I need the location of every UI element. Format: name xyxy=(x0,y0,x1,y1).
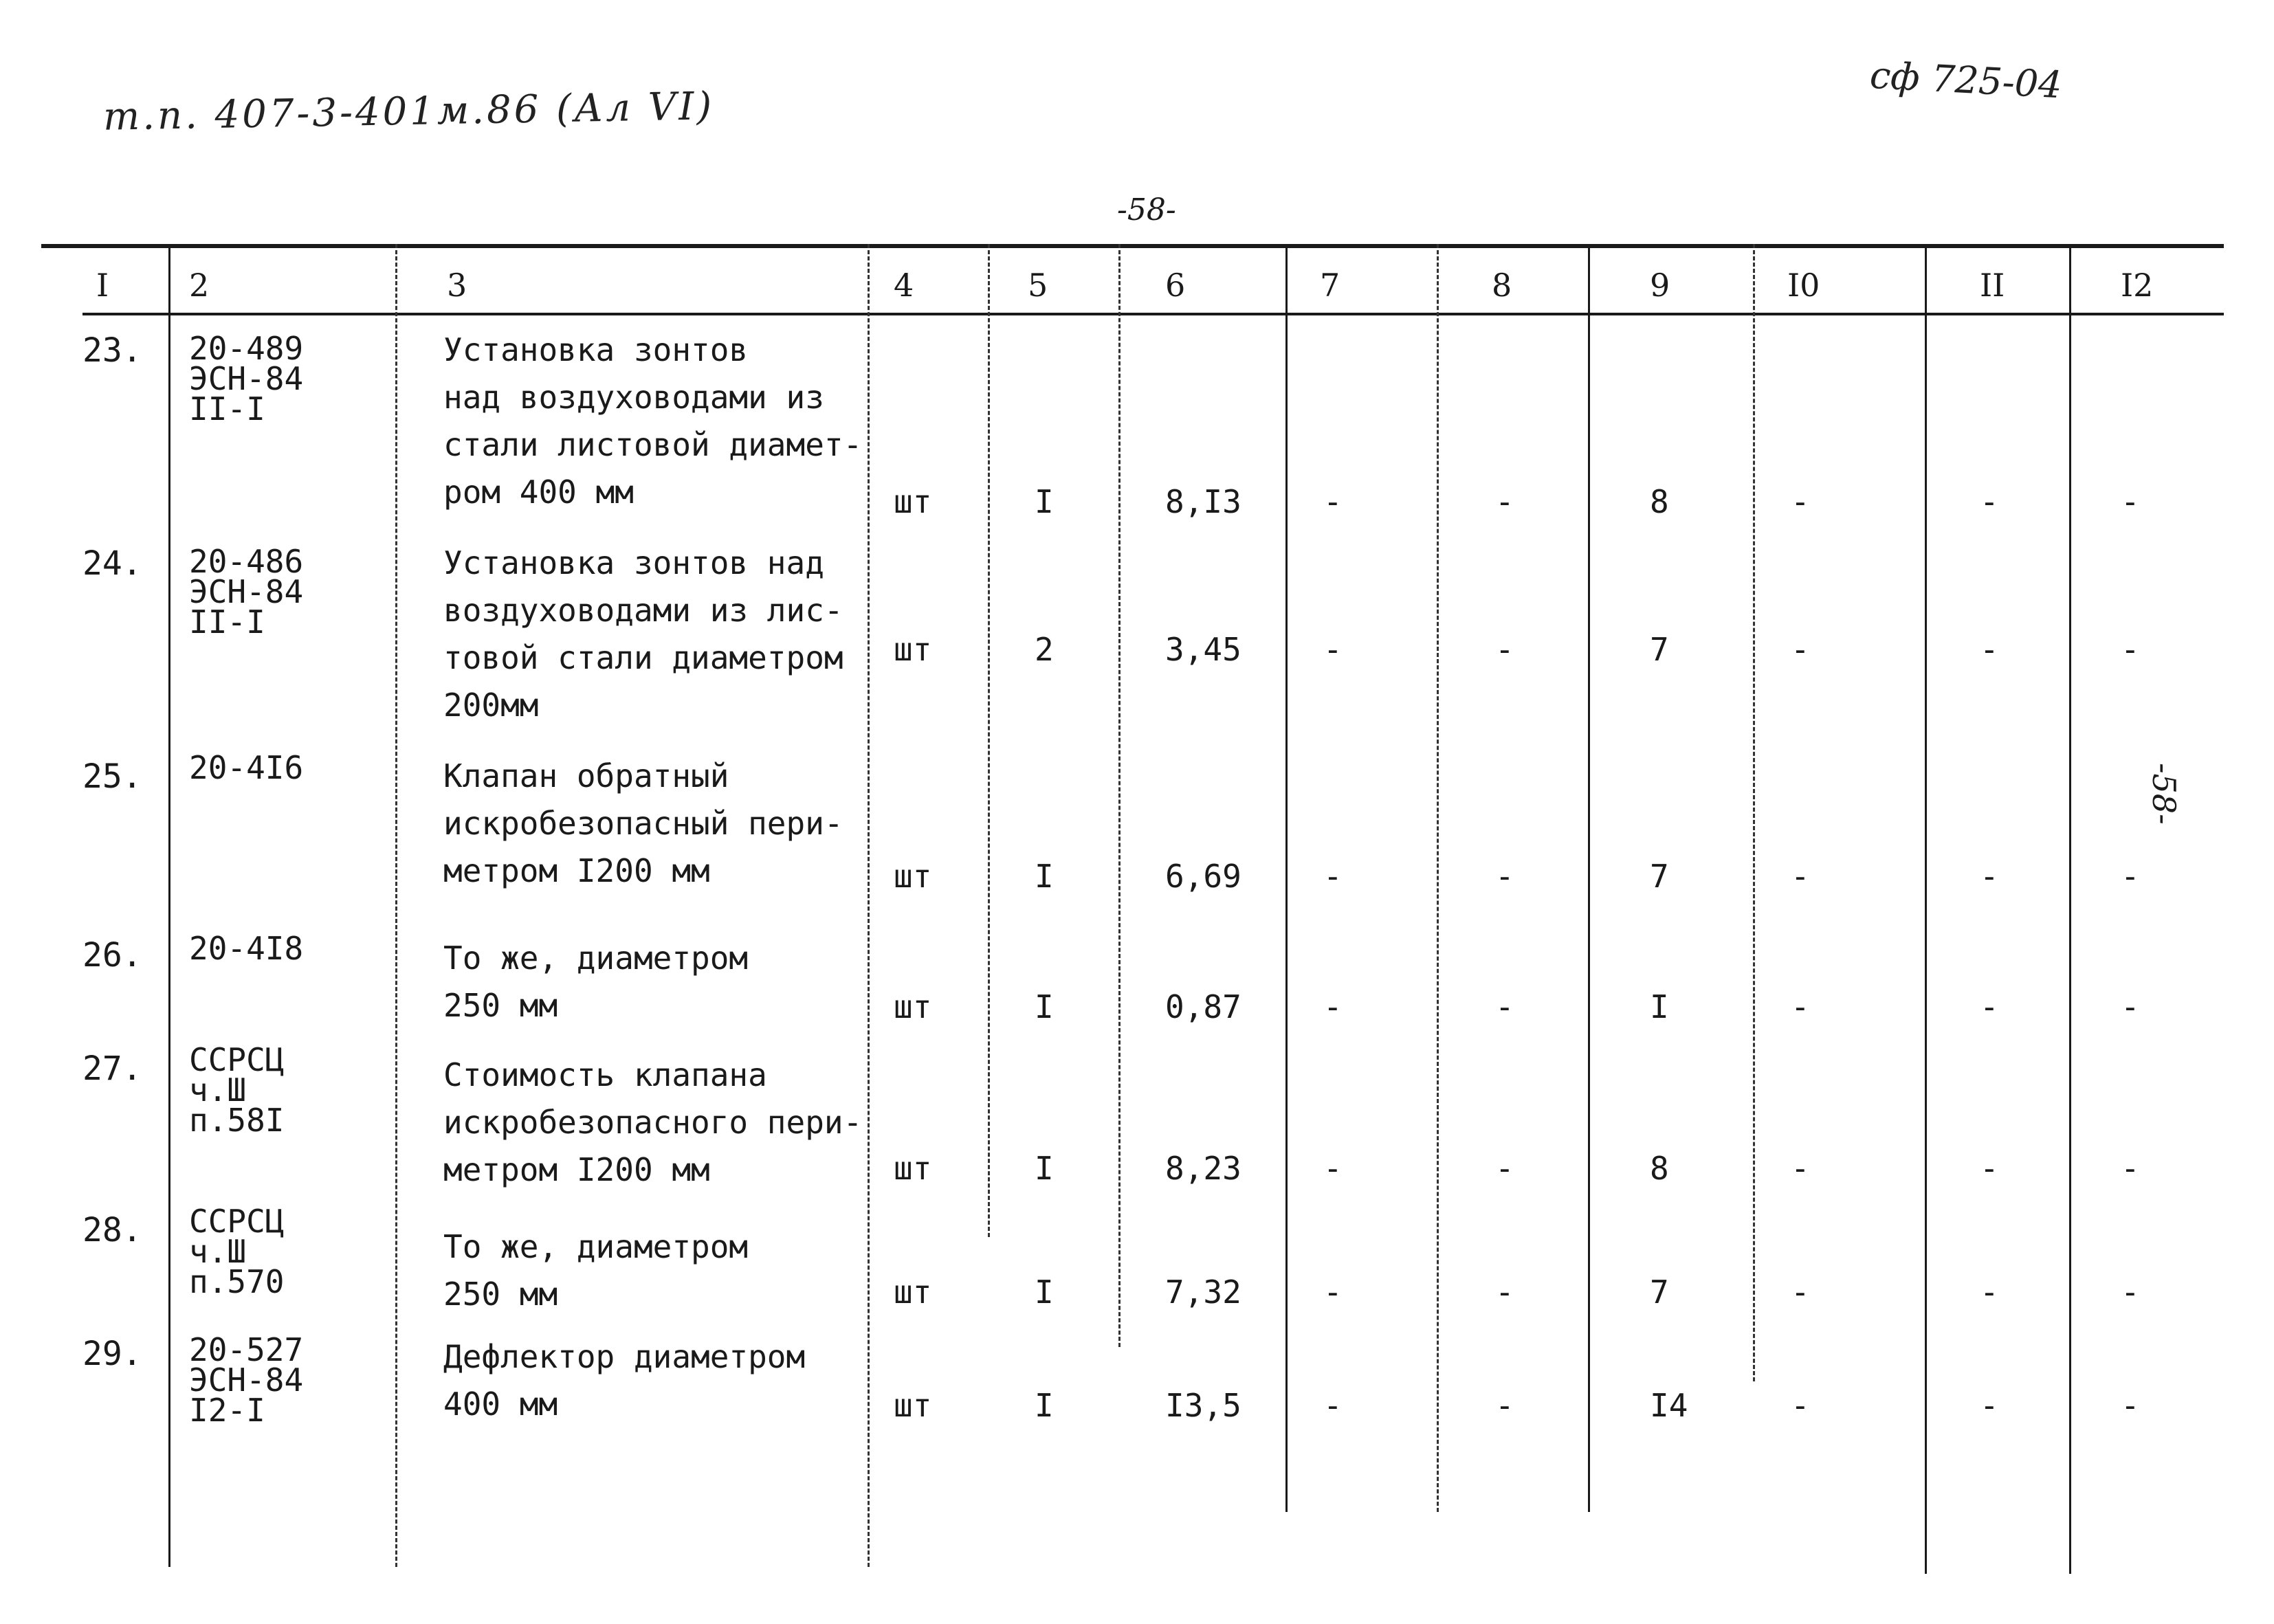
col9-cell: 8 xyxy=(1650,1150,1669,1187)
column-divider xyxy=(395,244,397,1567)
col11-cell: - xyxy=(1980,988,1999,1025)
col12-cell: - xyxy=(2121,1387,2140,1424)
col8-cell: - xyxy=(1495,988,1514,1025)
unit-cell: шт xyxy=(894,1387,932,1424)
col9-cell: I4 xyxy=(1650,1387,1688,1424)
rate-code-line: п.570 xyxy=(189,1263,285,1300)
col7-cell: - xyxy=(1323,1150,1343,1187)
col8-cell: - xyxy=(1495,631,1514,668)
column-divider xyxy=(168,244,170,1567)
rate-code-line: II-I xyxy=(189,390,265,427)
col11-cell: - xyxy=(1980,1150,1999,1187)
unit-cost-cell: I3,5 xyxy=(1165,1387,1241,1424)
col11-cell: - xyxy=(1980,858,1999,895)
rate-code-line: 20-4I6 xyxy=(189,749,304,786)
col12-cell: - xyxy=(2121,631,2140,668)
col8-cell: - xyxy=(1495,858,1514,895)
col9-cell: 8 xyxy=(1650,483,1669,520)
col7-cell: - xyxy=(1323,483,1343,520)
work-description-line: товой стали диаметром xyxy=(443,639,843,676)
work-description-line: стали листовой диамет- xyxy=(443,426,863,463)
work-description-line: 200мм xyxy=(443,687,539,724)
column-header: 7 xyxy=(1320,267,1340,304)
unit-cell: шт xyxy=(894,631,932,668)
rate-code-line: ч.Ш xyxy=(189,1233,247,1270)
col11-cell: - xyxy=(1980,483,1999,520)
row-number: 27. xyxy=(82,1049,142,1088)
column-header: 4 xyxy=(894,267,914,304)
column-divider xyxy=(1925,244,1927,1574)
column-divider xyxy=(868,244,870,1567)
col8-cell: - xyxy=(1495,1273,1514,1311)
column-header: 3 xyxy=(447,267,467,304)
rate-code-line: ССРСЦ xyxy=(189,1203,285,1240)
row-number: 25. xyxy=(82,757,142,796)
col7-cell: - xyxy=(1323,858,1343,895)
col10-cell: - xyxy=(1791,1387,1810,1424)
row-number: 23. xyxy=(82,331,142,370)
work-description-line: 250 мм xyxy=(443,987,558,1024)
col10-cell: - xyxy=(1791,858,1810,895)
work-description-line: метром I200 мм xyxy=(443,1151,710,1188)
work-description-line: над воздуховодами из xyxy=(443,379,824,416)
rate-code-line: 20-4I8 xyxy=(189,930,304,967)
unit-cost-cell: 3,45 xyxy=(1165,631,1241,668)
work-description-line: метром I200 мм xyxy=(443,852,710,889)
col7-cell: - xyxy=(1323,1273,1343,1311)
row-number: 24. xyxy=(82,544,142,583)
work-description-line: Стоимость клапана xyxy=(443,1056,767,1093)
column-header: 9 xyxy=(1650,267,1670,304)
rate-code-line: I2-I xyxy=(189,1392,265,1429)
unit-cost-cell: 8,23 xyxy=(1165,1150,1241,1187)
col12-cell: - xyxy=(2121,988,2140,1025)
rate-code-line: 20-489 xyxy=(189,330,304,367)
unit-cost-cell: 0,87 xyxy=(1165,988,1241,1025)
column-header: II xyxy=(1980,267,2005,304)
col12-cell: - xyxy=(2121,858,2140,895)
column-divider xyxy=(1753,244,1755,1381)
unit-cell: шт xyxy=(894,858,932,895)
column-divider xyxy=(988,244,990,1237)
row-number: 26. xyxy=(82,936,142,975)
work-description-line: искробезопасного пери- xyxy=(443,1104,863,1141)
unit-cost-cell: 6,69 xyxy=(1165,858,1241,895)
quantity-cell: I xyxy=(1035,858,1054,895)
table-top-rule xyxy=(41,244,2224,248)
column-header: 6 xyxy=(1165,267,1186,304)
rate-code-line: ССРСЦ xyxy=(189,1041,285,1078)
work-description-line: Установка зонтов над xyxy=(443,544,824,581)
quantity-cell: I xyxy=(1035,1273,1054,1311)
col10-cell: - xyxy=(1791,1150,1810,1187)
col12-cell: - xyxy=(2121,1150,2140,1187)
row-number: 28. xyxy=(82,1211,142,1249)
work-description-line: 250 мм xyxy=(443,1276,558,1313)
work-description-line: ром 400 мм xyxy=(443,474,634,511)
col10-cell: - xyxy=(1791,1273,1810,1311)
unit-cell: шт xyxy=(894,1150,932,1187)
column-header: 2 xyxy=(189,267,210,304)
side-page-number: -58- xyxy=(2145,763,2183,825)
row-number: 29. xyxy=(82,1335,142,1373)
page-number: -58- xyxy=(1117,192,1176,227)
col12-cell: - xyxy=(2121,483,2140,520)
rate-code-line: 20-486 xyxy=(189,543,304,580)
rate-code-line: 20-527 xyxy=(189,1331,304,1368)
unit-cost-cell: 7,32 xyxy=(1165,1273,1241,1311)
column-divider xyxy=(1437,244,1439,1512)
column-divider xyxy=(2069,244,2071,1574)
column-header: I0 xyxy=(1787,267,1820,304)
unit-cost-cell: 8,I3 xyxy=(1165,483,1241,520)
quantity-cell: I xyxy=(1035,1150,1054,1187)
col10-cell: - xyxy=(1791,631,1810,668)
table-header-rule xyxy=(82,313,2224,315)
unit-cell: шт xyxy=(894,988,932,1025)
column-header: 8 xyxy=(1492,267,1512,304)
work-description-line: Клапан обратный xyxy=(443,757,729,794)
rate-code-line: II-I xyxy=(189,603,265,641)
col7-cell: - xyxy=(1323,631,1343,668)
col11-cell: - xyxy=(1980,631,1999,668)
quantity-cell: 2 xyxy=(1035,631,1054,668)
work-description-line: искробезопасный пери- xyxy=(443,805,843,842)
work-description-line: 400 мм xyxy=(443,1386,558,1423)
col12-cell: - xyxy=(2121,1273,2140,1311)
col10-cell: - xyxy=(1791,483,1810,520)
work-description-line: То же, диаметром xyxy=(443,939,749,977)
rate-code-line: ЭСН-84 xyxy=(189,573,304,610)
rate-code-line: ЭСН-84 xyxy=(189,1361,304,1399)
col10-cell: - xyxy=(1791,988,1810,1025)
column-header: I2 xyxy=(2121,267,2154,304)
column-header: I xyxy=(96,267,109,304)
col8-cell: - xyxy=(1495,1387,1514,1424)
column-divider xyxy=(1285,244,1288,1512)
col9-cell: 7 xyxy=(1650,1273,1669,1311)
unit-cell: шт xyxy=(894,483,932,520)
quantity-cell: I xyxy=(1035,483,1054,520)
handwritten-sheet-code: сф 725-04 xyxy=(1868,53,2064,107)
col7-cell: - xyxy=(1323,988,1343,1025)
col8-cell: - xyxy=(1495,1150,1514,1187)
col7-cell: - xyxy=(1323,1387,1343,1424)
col11-cell: - xyxy=(1980,1273,1999,1311)
work-description-line: То же, диаметром xyxy=(443,1228,749,1265)
unit-cell: шт xyxy=(894,1273,932,1311)
work-description-line: Дефлектор диаметром xyxy=(443,1338,806,1375)
quantity-cell: I xyxy=(1035,988,1054,1025)
handwritten-project-ref: т.п. 407-3-401м.86 (Ал VI) xyxy=(102,84,715,140)
work-description-line: воздуховодами из лис- xyxy=(443,592,843,629)
quantity-cell: I xyxy=(1035,1387,1054,1424)
column-divider xyxy=(1588,244,1590,1512)
rate-code-line: ЭСН-84 xyxy=(189,360,304,397)
work-description-line: Установка зонтов xyxy=(443,331,749,368)
column-divider xyxy=(1118,244,1121,1347)
col9-cell: 7 xyxy=(1650,858,1669,895)
col8-cell: - xyxy=(1495,483,1514,520)
col9-cell: I xyxy=(1650,988,1669,1025)
rate-code-line: п.58I xyxy=(189,1102,285,1139)
col11-cell: - xyxy=(1980,1387,1999,1424)
col9-cell: 7 xyxy=(1650,631,1669,668)
rate-code-line: ч.Ш xyxy=(189,1071,247,1109)
column-header: 5 xyxy=(1028,267,1048,304)
